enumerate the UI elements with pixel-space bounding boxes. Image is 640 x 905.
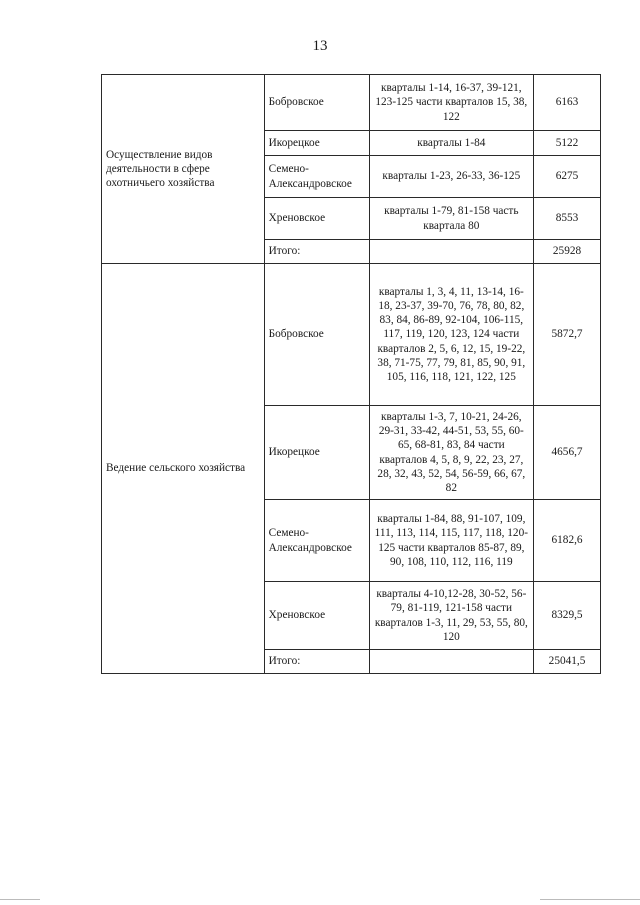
area-cell: 8329,5 (534, 582, 601, 650)
forestry-cell: Хреновское (264, 198, 369, 240)
quarters-cell: кварталы 1-79, 81-158 часть квартала 80 (369, 198, 534, 240)
forestry-cell: Хреновское (264, 582, 369, 650)
forestry-cell: Бобровское (264, 264, 369, 406)
area-cell: 5122 (534, 131, 601, 156)
forestry-cell: Семено-Александровское (264, 156, 369, 198)
quarters-cell: кварталы 1-3, 7, 10-21, 24-26, 29-31, 33-42, 44-51, 53, 55, 60-65, 68-81, 83, 84 части кварталов 4, 5, 8, 9, 22, 23, 27, 28, 32, 43, 52, 54, 56-59, 66, 67, 82 (369, 406, 534, 500)
land-use-table (101, 74, 601, 674)
table-row (102, 264, 601, 406)
area-cell: 4656,7 (534, 406, 601, 500)
activity-cell: Осуществление видов деятельности в сфере охотничьего хозяйства (102, 75, 265, 264)
quarters-cell: кварталы 1-23, 26-33, 36-125 (369, 156, 534, 198)
scan-artifact-line (540, 899, 640, 900)
total-label: Итого: (264, 650, 369, 674)
area-cell: 6163 (534, 75, 601, 131)
table-row (102, 75, 601, 131)
quarters-cell: кварталы 1-84, 88, 91-107, 109, 111, 113, 114, 115, 117, 118, 120-125 части кварталов 85-87, 89, 90, 108, 110, 112, 116, 119 (369, 500, 534, 582)
area-cell: 6275 (534, 156, 601, 198)
activity-cell: Ведение сельского хозяйства (102, 264, 265, 674)
forestry-cell: Икорецкое (264, 406, 369, 500)
quarters-cell-empty (369, 650, 534, 674)
page-number: 13 (312, 38, 328, 54)
quarters-cell: кварталы 4-10,12-28, 30-52, 56-79, 81-119, 121-158 части кварталов 1-3, 11, 29, 53, 55, 80, 120 (369, 582, 534, 650)
quarters-cell: кварталы 1-14, 16-37, 39-121, 123-125 части кварталов 15, 38, 122 (369, 75, 534, 131)
total-area: 25928 (534, 240, 601, 264)
quarters-cell: кварталы 1-84 (369, 131, 534, 156)
quarters-cell: кварталы 1, 3, 4, 11, 13-14, 16-18, 23-37, 39-70, 76, 78, 80, 82, 83, 84, 86-89, 92-104, 106-115, 117, 119, 120, 123, 124 части кварталов 2, 5, 6, 12, 15, 19-22, 38, 71-75, 77, 79, 81, 85, 90, 91, 105, 116, 118, 121, 122, 125 (369, 264, 534, 406)
total-area: 25041,5 (534, 650, 601, 674)
area-cell: 8553 (534, 198, 601, 240)
area-cell: 6182,6 (534, 500, 601, 582)
forestry-cell: Икорецкое (264, 131, 369, 156)
scan-artifact-line (0, 899, 40, 900)
area-cell: 5872,7 (534, 264, 601, 406)
forestry-cell: Семено-Александровское (264, 500, 369, 582)
total-label: Итого: (264, 240, 369, 264)
quarters-cell-empty (369, 240, 534, 264)
forestry-cell: Бобровское (264, 75, 369, 131)
